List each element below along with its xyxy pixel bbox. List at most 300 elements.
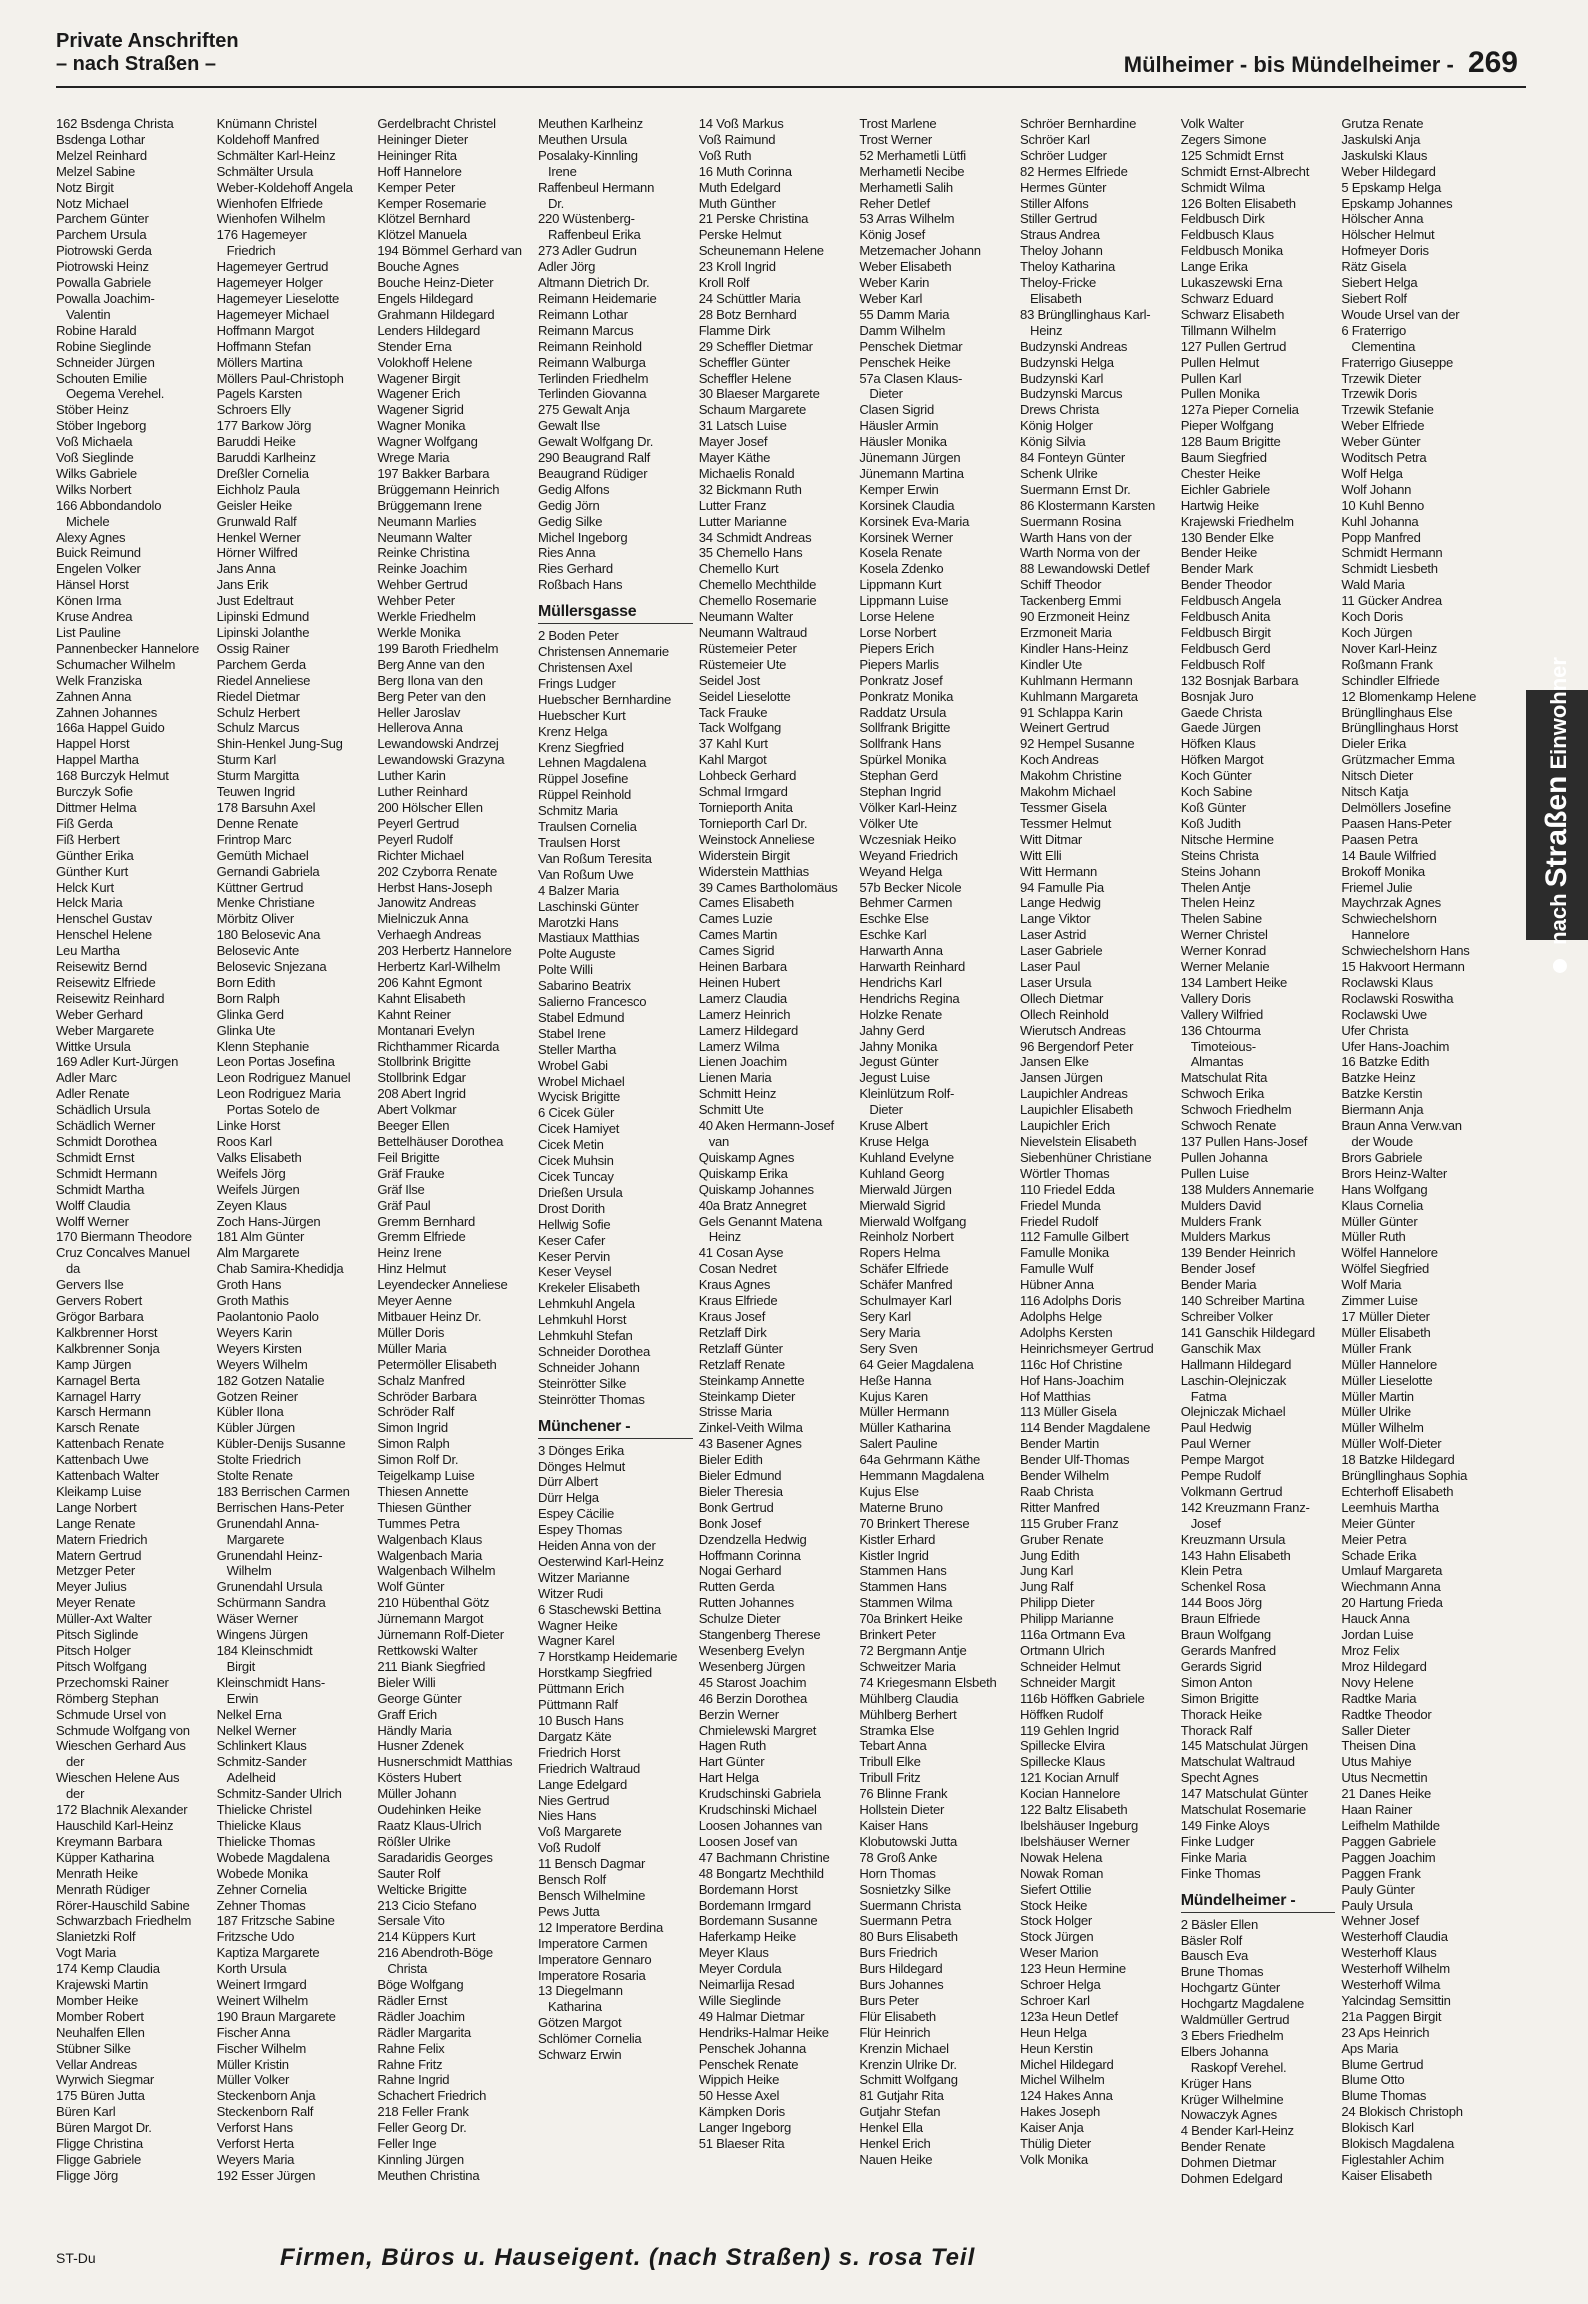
directory-entry: Berrischen Hans-Peter (216, 1499, 344, 1515)
directory-entry: Schroer Helga (1020, 1977, 1101, 1993)
directory-entry: Quiskamp Johannes (698, 1181, 814, 1197)
directory-entry: 137 Pullen Hans-Josef (1180, 1134, 1308, 1149)
directory-entry: 210 Hübenthal Götz (377, 1595, 490, 1611)
directory-entry: Wesenberg Jürgen (698, 1658, 806, 1674)
directory-entry: Schneider Johann (538, 1359, 640, 1375)
directory-entry: Damm Wilhelm (859, 322, 946, 338)
directory-entry: Schwarz Eduard (1180, 290, 1274, 306)
directory-entry: Espey Thomas (538, 1522, 623, 1538)
directory-column (56, 116, 211, 2228)
directory-entry: Bieler Edmund (698, 1468, 782, 1484)
directory-entry: Sturm Karl (216, 752, 277, 768)
directory-entry: Schumacher Wilhelm (56, 656, 176, 672)
directory-entry: Koldehoff Manfred (216, 131, 320, 147)
directory-entry: Groth Hans (216, 1277, 282, 1293)
directory-entry: Leemhuis Martha (1341, 1499, 1439, 1515)
directory-entry: Weinert Wilhelm (216, 1992, 308, 2008)
directory-entry: Meyer Cordula (698, 1961, 782, 1977)
directory-column (1181, 116, 1336, 2228)
directory-entry: Rüstemeier Ute (698, 656, 787, 672)
directory-entry: Warth Norma von der (1020, 545, 1140, 561)
street-heading: Münchener - (538, 1416, 693, 1439)
directory-entry: Jaskulski Anja (1341, 131, 1421, 147)
directory-entry: Neumann Marlies (377, 513, 477, 529)
directory-entry: Adolphs Helge (1020, 1308, 1102, 1324)
directory-entry: Wagener Birgit (377, 370, 460, 386)
directory-entry: Lange Hedwig (1020, 895, 1101, 911)
directory-entry: Hellwig Sofie (538, 1216, 611, 1232)
directory-entry: Kleinschmidt Hans- (216, 1674, 325, 1690)
directory-entry: Reimann Reinhold (538, 338, 642, 354)
directory-entry: Kuhl Johanna (1341, 513, 1419, 529)
directory-entry: 57b Becker Nicole (859, 879, 962, 895)
directory-entry: Abert Volkmar (377, 1102, 457, 1118)
directory-entry: Gutjahr Stefan (859, 2104, 941, 2120)
directory-entry: 162 Bsdenga Christa (56, 116, 174, 131)
directory-entry: 5 Epskamp Helga (1341, 179, 1441, 195)
directory-entry: Schmitz-Sander Ulrich (216, 1786, 342, 1802)
directory-entry: Laser Ursula (1020, 974, 1092, 990)
directory-entry: Piepers Marlis (859, 656, 939, 672)
directory-entry: Stolte Renate (216, 1468, 293, 1484)
directory-entry: Menrath Heike (56, 1865, 138, 1881)
directory-entry: Schröder Barbara (377, 1388, 477, 1404)
directory-entry: Retzlaff Renate (698, 1356, 785, 1372)
directory-entry: Schwarzbach Friedhelm (56, 1913, 192, 1929)
directory-entry: Koß Judith (1180, 815, 1241, 831)
directory-entry: Muth Günther (698, 195, 776, 211)
page-header-left (56, 30, 239, 76)
directory-entry: Müller Wolf-Dieter (1341, 1436, 1442, 1452)
directory-entry: Valks Elisabeth (216, 1149, 302, 1165)
directory-entry: Zimmer Luise (1341, 1293, 1418, 1309)
directory-entry: Heller Jaroslav (377, 704, 461, 720)
directory-entry: Kocian Hannelore (1020, 1786, 1121, 1802)
directory-entry: Born Ralph (216, 990, 280, 1006)
directory-entry: Tummes Petra (377, 1515, 460, 1531)
directory-entry: Utus Necmettin (1341, 1770, 1428, 1786)
directory-entry: Heiden Anna von der (538, 1538, 656, 1554)
directory-entry: Trost Werner (859, 131, 933, 147)
directory-entry: Wieschen Gerhard Aus (56, 1738, 186, 1754)
directory-entry: 32 Bickmann Ruth (698, 481, 802, 497)
directory-entry: Mulders David (1180, 1197, 1262, 1213)
directory-entry: Henschel Helene (56, 927, 152, 943)
directory-entry: 83 Brüngllinghaus Karl- (1020, 306, 1151, 322)
directory-entry: Rüppel Josefine (538, 771, 629, 787)
directory-entry: 181 Alm Günter (216, 1229, 305, 1245)
directory-entry: Lange Viktor (1020, 911, 1091, 927)
directory-entry: Stephan Ingrid (859, 784, 942, 800)
directory-entry: 57a Clasen Klaus- (859, 370, 963, 386)
directory-entry: Bieler Edith (698, 1452, 763, 1468)
directory-entry: Müller Hannelore (1341, 1356, 1438, 1372)
directory-entry: Schmude Wolfgang von (56, 1722, 190, 1738)
directory-entry: Jaskulski Klaus (1341, 147, 1428, 163)
directory-entry: Steinrötter Silke (538, 1375, 627, 1391)
directory-entry: Lamerz Heinrich (698, 1006, 791, 1022)
directory-entry: Almantas (1190, 1054, 1244, 1070)
directory-column (217, 116, 372, 2228)
directory-entry: Witt Hermann (1020, 863, 1098, 879)
directory-entry: 53 Arras Wilhelm (859, 211, 955, 227)
directory-entry: Metzemacher Johann (859, 243, 981, 259)
directory-entry: Ossig Rainer (216, 640, 290, 656)
directory-entry: Adler Jörg (538, 259, 596, 275)
directory-entry: Kahnt Reiner (377, 1006, 451, 1022)
directory-entry: der (66, 1786, 85, 1802)
directory-entry: 203 Herbertz Hannelore (377, 943, 512, 959)
directory-entry: Imperatore Rosaria (538, 1967, 646, 1983)
directory-entry: Petermöller Elisabeth (377, 1356, 497, 1372)
directory-entry: 76 Blinne Frank (859, 1786, 948, 1802)
directory-entry: Stollbrink Edgar (377, 1070, 466, 1086)
directory-entry: Klaus Cornelia (1341, 1197, 1424, 1213)
directory-entry: Heinen Barbara (698, 959, 787, 975)
directory-entry: Thelen Heinz (1180, 895, 1255, 911)
directory-entry: Loosen Josef van (698, 1833, 798, 1849)
directory-entry: Müller Martin (1341, 1388, 1414, 1404)
directory-entry: Ganschik Max (1180, 1340, 1261, 1356)
directory-entry: Cicek Metin (538, 1137, 604, 1153)
directory-entry: Heße Hanna (859, 1372, 932, 1388)
directory-entry: Völker Karl-Heinz (859, 799, 957, 815)
directory-entry: Hinz Helmut (377, 1261, 446, 1277)
directory-entry: 122 Baltz Elisabeth (1020, 1802, 1128, 1818)
directory-entry: Polte Willi (538, 962, 593, 978)
directory-entry: Blume Gertrud (1341, 2056, 1424, 2072)
directory-entry: Lehmkuhl Stefan (538, 1328, 633, 1344)
directory-entry: Cames Martin (698, 927, 778, 943)
directory-entry: 110 Friedel Edda (1020, 1181, 1115, 1197)
directory-entry: Trzewik Dieter (1341, 370, 1422, 386)
directory-entry: Pempe Rudolf (1180, 1468, 1261, 1484)
directory-entry: Rädler Margarita (377, 2024, 471, 2040)
directory-entry: Ries Anna (538, 545, 596, 561)
directory-entry: Schroer Karl (1020, 1992, 1090, 2008)
directory-entry: Denne Renate (216, 815, 299, 831)
directory-entry: Gräf Ilse (377, 1181, 425, 1197)
directory-entry: Krenz Helga (538, 723, 608, 739)
directory-entry: Pullen Luise (1180, 1165, 1250, 1181)
directory-entry: 147 Matschulat Günter (1180, 1786, 1308, 1802)
directory-entry: Reisewitz Bernd (56, 959, 147, 975)
directory-entry: Haan Rainer (1341, 1802, 1413, 1818)
directory-entry: 31 Latsch Luise (698, 418, 787, 434)
directory-entry: Hagemeyer Lieselotte (216, 290, 340, 306)
directory-entry: Gremm Elfriede (377, 1229, 466, 1245)
street-heading: Mündelheimer - (1181, 1890, 1336, 1913)
directory-entry: Dieter (869, 386, 903, 402)
directory-entry: Widerstein Birgit (698, 847, 790, 863)
directory-entry: Luther Reinhard (377, 784, 468, 800)
directory-entry: Thielicke Christel (216, 1802, 312, 1818)
directory-entry: Husner Zdenek (377, 1738, 464, 1754)
tab-line-1: Einwohner (1546, 657, 1572, 770)
directory-entry: Weyand Helga (859, 863, 943, 879)
directory-entry: Witt Ditmar (1020, 831, 1083, 847)
directory-entry: Pannenbecker Hannelore (56, 640, 200, 656)
directory-entry: Völker Ute (859, 815, 918, 831)
directory-entry: Spürkel Monika (859, 752, 947, 768)
directory-entry: Brors Heinz-Walter (1341, 1165, 1447, 1181)
directory-entry: Laupichler Elisabeth (1020, 1102, 1133, 1118)
directory-entry: Huebscher Bernhardine (538, 691, 672, 707)
directory-entry: Pullen Johanna (1180, 1149, 1268, 1165)
directory-entry: Hemmann Magdalena (859, 1468, 984, 1484)
directory-entry: 211 Biank Siegfried (377, 1658, 486, 1674)
directory-entry: 127 Pullen Gertrud (1180, 338, 1287, 354)
directory-entry: Michel Wilhelm (1020, 2072, 1105, 2088)
directory-entry: Schaum Margarete (698, 402, 807, 418)
directory-entry: Schenk Ulrike (1020, 465, 1098, 481)
directory-entry: 177 Barkow Jörg (216, 418, 312, 434)
directory-entry: 123a Heun Detlef (1020, 2008, 1118, 2024)
directory-entry: 172 Blachnik Alexander (56, 1802, 188, 1818)
directory-entry: Trzewik Doris (1341, 386, 1417, 402)
directory-entry: Büren Margot Dr. (56, 2120, 152, 2136)
directory-entry: Pullen Karl (1180, 370, 1242, 386)
directory-entry: Bordemann Susanne (698, 1913, 818, 1929)
directory-entry: Grögor Barbara (56, 1308, 144, 1324)
directory-entry: Ibelshäuser Werner (1020, 1833, 1130, 1849)
directory-entry: Radtke Maria (1341, 1690, 1417, 1706)
directory-entry: George Günter (377, 1690, 462, 1706)
directory-entry: Lamerz Wilma (698, 1038, 780, 1054)
directory-entry: Momber Robert (56, 2008, 144, 2024)
directory-entry: Paasen Hans-Peter (1341, 815, 1452, 831)
directory-entry: Hendrichs Karl (859, 974, 942, 990)
directory-entry: Stammen Hans (859, 1563, 947, 1579)
directory-entry: Wehber Peter (377, 593, 455, 609)
directory-entry: Krüger Wilhelmine (1180, 2091, 1284, 2107)
directory-entry: Volk Monika (1020, 2152, 1088, 2167)
directory-entry: Schwiechelshorn Hans (1341, 943, 1470, 959)
directory-entry: Krenz Siegfried (538, 739, 624, 755)
directory-entry: Lukaszewski Erna (1180, 275, 1283, 291)
directory-entry: Schwarz Elisabeth (1180, 306, 1285, 322)
directory-entry: 220 Wüstenberg- (538, 211, 635, 227)
directory-entry: Westerhoff Wilma (1341, 1977, 1441, 1993)
directory-entry: Schulze Dieter (698, 1611, 781, 1627)
directory-entry: Hartwig Heike (1180, 497, 1259, 513)
directory-entry: 11 Bensch Dagmar (538, 1856, 646, 1872)
directory-entry: Höffken Rudolf (1020, 1706, 1103, 1722)
directory-entry: Vallery Doris (1180, 990, 1251, 1006)
directory-entry: Makohm Michael (1020, 784, 1116, 800)
directory-entry: Birgit (226, 1658, 256, 1674)
directory-entry: Imperatore Carmen (538, 1935, 648, 1951)
directory-entry: Mulders Markus (1180, 1229, 1271, 1245)
directory-entry: Raab Christa (1020, 1483, 1094, 1499)
directory-column (377, 116, 532, 2228)
directory-entry: Belosevic Snjezana (216, 959, 327, 975)
directory-entry: Penschek Renate (698, 2056, 799, 2072)
directory-entry: Pauly Günter (1341, 1881, 1415, 1897)
directory-entry: Bonk Josef (698, 1515, 761, 1531)
directory-entry: 7 Horstkamp Heidemarie (538, 1649, 678, 1665)
directory-entry: 121 Kocian Arnulf (1020, 1770, 1119, 1786)
directory-entry: Brüngllinghaus Sophia (1341, 1468, 1468, 1484)
directory-entry: 174 Kemp Claudia (56, 1961, 160, 1977)
directory-entry: Michel Ingeborg (538, 529, 628, 545)
directory-entry: Büren Karl (56, 2104, 116, 2120)
directory-entry: 43 Basener Agnes (698, 1436, 802, 1452)
directory-entry: Husnerschmidt Matthias (377, 1754, 513, 1770)
directory-entry: Reher Detlef (859, 195, 930, 211)
directory-entry: Lipinski Edmund (216, 609, 309, 625)
directory-entry: Weser Marion (1020, 1945, 1099, 1961)
directory-entry: Grützmacher Emma (1341, 752, 1455, 768)
directory-entry: Wagener Erich (377, 386, 461, 402)
directory-entry: 168 Burczyk Helmut (56, 768, 169, 784)
directory-entry: Meier Günter (1341, 1515, 1415, 1531)
directory-entry: Siefert Ottilie (1020, 1881, 1092, 1897)
directory-entry: Janowitz Andreas (377, 895, 476, 911)
directory-entry: 126 Bolten Elisabeth (1180, 195, 1296, 211)
directory-entry: Rüstemeier Peter (698, 640, 797, 656)
directory-entry: Pews Jutta (538, 1903, 600, 1919)
directory-entry: Kreymann Barbara (56, 1833, 162, 1849)
directory-entry: Krenzin Michael (859, 2040, 949, 2056)
directory-entry: Weyers Karin (216, 1324, 293, 1340)
directory-entry: Klötzel Bernhard (377, 211, 471, 227)
directory-entry: Katharina (548, 1999, 602, 2015)
directory-entry: Mroz Felix (1341, 1643, 1400, 1658)
directory-entry: Terlinden Giovanna (538, 386, 647, 402)
directory-entry: Horn Thomas (859, 1865, 936, 1881)
directory-entry: Pieper Wolfgang (1180, 418, 1274, 434)
directory-entry: Müller Günter (1341, 1213, 1418, 1229)
directory-entry: 70a Brinkert Heike (859, 1611, 963, 1627)
directory-entry: 13 Diegelmann (538, 1983, 623, 1999)
directory-entry: Wyrwich Siegmar (56, 2072, 154, 2088)
directory-entry: 113 Müller Gisela (1020, 1404, 1117, 1420)
directory-entry: Mielniczuk Anna (377, 911, 469, 927)
directory-entry: Steinrötter Thomas (538, 1391, 645, 1407)
directory-entry: Pagels Karsten (216, 386, 302, 402)
directory-entry: Chemello Mechthilde (698, 577, 817, 593)
directory-entry: Momber Heike (56, 1992, 139, 2008)
directory-entry: Ponkratz Monika (859, 688, 954, 704)
directory-entry: Schmidt Martha (56, 1181, 145, 1197)
directory-entry: 70 Brinkert Therese (859, 1515, 970, 1531)
directory-entry: Scheunemann Helene (698, 243, 824, 259)
directory-entry: Wagner Wolfgang (377, 434, 478, 450)
directory-entry: Müller Hermann (859, 1404, 949, 1420)
directory-entry: Fatma (1190, 1388, 1227, 1404)
directory-entry: Schröder Ralf (377, 1404, 455, 1420)
directory-entry: Woditsch Petra (1341, 450, 1427, 466)
directory-entry: 23 Kroll Ingrid (698, 259, 776, 275)
directory-entry: 16 Muth Corinna (698, 163, 792, 179)
directory-entry: 116b Höffken Gabriele (1020, 1690, 1145, 1706)
directory-entry: Kistler Erhard (859, 1531, 936, 1547)
directory-entry: Leon Rodriguez Maria (216, 1086, 341, 1102)
directory-entry: Kraus Josef (698, 1308, 766, 1324)
directory-entry: Klein Petra (1180, 1563, 1243, 1579)
directory-entry: Peyerl Gertrud (377, 815, 459, 831)
directory-entry: 144 Boos Jörg (1180, 1595, 1262, 1611)
directory-entry: Bender Mark (1180, 561, 1253, 577)
directory-entry: Wehber Gertrud (377, 577, 468, 593)
directory-entry: Laschin-Olejniczak (1180, 1372, 1287, 1388)
directory-entry: Jung Ralf (1020, 1579, 1074, 1595)
directory-entry: Schneider Helmut (1020, 1658, 1121, 1674)
directory-entry: Batzke Heinz (1341, 1070, 1416, 1086)
directory-entry: Margarete (226, 1531, 285, 1547)
directory-entry: Tribull Fritz (859, 1770, 921, 1786)
directory-entry: Hoff Hannelore (377, 163, 462, 179)
directory-entry: Roßbach Hans (538, 577, 623, 593)
directory-entry: Weber Elisabeth (859, 259, 952, 275)
directory-entry: Siebert Helga (1341, 275, 1418, 291)
directory-entry: Alexy Agnes (56, 529, 126, 545)
directory-entry: Schouten Emilie (56, 370, 147, 386)
directory-entry: Matern Gertrud (56, 1547, 142, 1563)
directory-entry: Feldbusch Monika (1180, 243, 1283, 259)
directory-entry: Werkle Friedhelm (377, 609, 476, 625)
directory-entry: Suermann Christa (859, 1897, 961, 1913)
directory-entry: Keser Pervin (538, 1248, 610, 1264)
directory-entry: Mierwald Sigrid (859, 1197, 946, 1213)
directory-entry: Finke Ludger (1180, 1833, 1255, 1849)
directory-entry: Püttmann Ralf (538, 1697, 618, 1713)
directory-entry: Makohm Christine (1020, 768, 1122, 784)
directory-entry: König Josef (859, 227, 926, 243)
directory-entry: Rößler Ulrike (377, 1833, 451, 1849)
directory-entry: Graff Erich (377, 1706, 437, 1722)
directory-entry: List Pauline (56, 625, 121, 640)
directory-entry: Burs Hildegard (859, 1961, 943, 1977)
directory-entry: Delmöllers Josefine (1341, 799, 1451, 815)
directory-entry: Burczyk Sofie (56, 784, 133, 800)
directory-entry: Simon Ralph (377, 1436, 450, 1452)
directory-entry: 142 Kreuzmann Franz- (1180, 1499, 1310, 1515)
directory-entry: Kruse Albert (859, 1118, 928, 1134)
directory-entry: Wagner Heike (538, 1617, 618, 1633)
directory-entry: Bender Maria (1180, 1277, 1257, 1293)
directory-entry: Schwarz Erwin (538, 2047, 622, 2063)
directory-entry: Meyer Julius (56, 1579, 127, 1595)
directory-entry: Kemper Erwin (859, 481, 939, 497)
directory-entry: Gedig Alfons (538, 481, 610, 497)
directory-entry: Dohmen Edelgard (1180, 2171, 1283, 2187)
directory-entry: Müller Frank (1341, 1340, 1412, 1356)
directory-entry: Wingens Jürgen (216, 1627, 308, 1643)
directory-entry: Schmitt Ute (698, 1102, 764, 1118)
directory-entry: 132 Bosnjak Barbara (1180, 672, 1299, 688)
directory-entry: 199 Baroth Friedhelm (377, 640, 499, 656)
directory-entry: Tack Frauke (698, 704, 768, 720)
directory-entry: Jung Karl (1020, 1563, 1074, 1579)
directory-entry: Wehner Josef (1341, 1913, 1419, 1929)
directory-entry: Olejniczak Michael (1180, 1404, 1286, 1420)
directory-entry: Laupichler Erich (1020, 1118, 1110, 1134)
directory-entry: Kosela Renate (859, 545, 943, 561)
directory-entry: 10 Busch Hans (538, 1713, 624, 1728)
directory-entry: Schröer Karl (1020, 131, 1090, 147)
directory-entry: Quiskamp Agnes (698, 1149, 795, 1165)
directory-entry: Paasen Petra (1341, 831, 1418, 847)
directory-entry: Wäser Werner (216, 1611, 298, 1627)
directory-entry: Gewalt Ilse (538, 418, 601, 434)
directory-entry: Wesenberg Evelyn (698, 1643, 805, 1658)
directory-entry: Koch Sabine (1180, 784, 1253, 800)
directory-entry: 123 Heun Hermine (1020, 1961, 1126, 1977)
directory-entry: Bender Wilhelm (1020, 1468, 1109, 1484)
directory-entry: Wille Sieglinde (698, 1992, 781, 2008)
